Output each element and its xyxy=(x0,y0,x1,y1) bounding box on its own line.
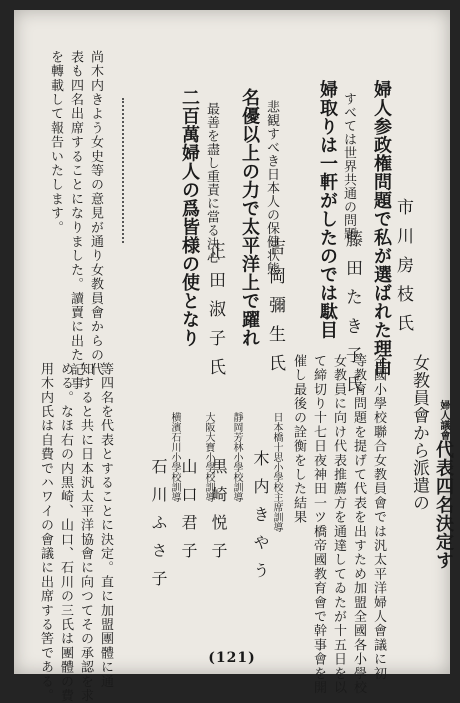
news-para1-line-1: 全國小學校聯合女教員會では汎太平洋婦人會議に初 xyxy=(371,354,386,681)
article-subtitle-3: 悲観すべき日本人の保健状態 xyxy=(264,100,279,276)
article-subtitle-2: すべては世界共通の問題 xyxy=(341,92,356,241)
notice-line-2: 表も四名出席することになりました。讀賣に出た記事 xyxy=(68,50,83,391)
article-title-2: 婦取りは一軒がしたのでは駄目 xyxy=(317,80,338,339)
news-headline-1: 女教員會から派遣の xyxy=(409,354,429,512)
article-author-4: 正田淑子氏 xyxy=(205,242,225,387)
article-subtitle-4: 最善を盡し重責に當る決心 xyxy=(204,102,219,264)
article-author-1: 市川房枝氏 xyxy=(393,198,413,343)
headline-tag-2: 議會 xyxy=(438,420,449,440)
news-para1-line-2: 等教育問題を提げて代表を出すため加盟全國各小學校 xyxy=(351,354,366,695)
notice-line-3: を轉載して報告いたします。 xyxy=(48,50,63,235)
news-headline-2 xyxy=(430,400,456,570)
article-title-1: 婦人参政権問題で私が選ばれた理由 xyxy=(371,80,392,376)
news-para1-line-5: 催し最後の詮衡をした結果 xyxy=(291,354,306,525)
article-author-3: 吉岡彌生氏 xyxy=(265,238,285,383)
news-para2-line-1: 等四名を代表とすることに決定。直に加盟團體に通 xyxy=(98,362,113,689)
headline-tag-1: 婦人 xyxy=(438,400,449,420)
notice-line-1: 尚木内きよう女史等の意見が通り女教員會からの代 xyxy=(88,50,103,377)
news-para1-line-4: て締切り十七日夜神田一ツ橋帝國教育會で幹事會を開 xyxy=(311,354,326,695)
article-title-4: 二百萬婦人の爲皆様の使となり xyxy=(179,88,200,347)
news-para2-line-3: める。なほ右の内黒崎、山口、石川の三氏は團體の費 xyxy=(58,362,73,703)
dotted-divider xyxy=(122,98,124,243)
magazine-page xyxy=(14,10,454,703)
article-author-2: 藤田たき子氏 xyxy=(342,230,362,404)
delegate-name-3: 山口君子 xyxy=(179,458,198,570)
delegate-school-2: 靜岡芳林小學校訓導 xyxy=(231,412,242,502)
page-number: (121) xyxy=(208,650,256,666)
news-para2-line-4: 用木内氏は自費でハワイの會議に出席する筈である。 xyxy=(38,362,53,703)
delegate-school-1: 日本橋十思小學校主席訓導 xyxy=(271,412,282,532)
delegate-school-3: 大阪大寶小學校訓導 xyxy=(203,412,214,502)
news-para1-line-3: 女教員に向け代表推薦方を通達してゐたが十五日を以 xyxy=(331,354,346,695)
headline-main: 代表四名決定す xyxy=(433,440,454,570)
delegate-name-1: 木内きやう xyxy=(251,450,270,590)
delegate-school-4: 横濱石川小學校訓導 xyxy=(169,412,180,502)
news-para2-line-2: 知すると共に日本汎太平洋協會に向つてその承認を求 xyxy=(78,362,93,703)
delegate-name-4: 石川ふさ子 xyxy=(149,458,168,598)
delegate-name-2: 黒崎悦子 xyxy=(209,458,228,570)
article-title-3: 名優以上の力で太平洋上で躍れ xyxy=(239,88,260,347)
